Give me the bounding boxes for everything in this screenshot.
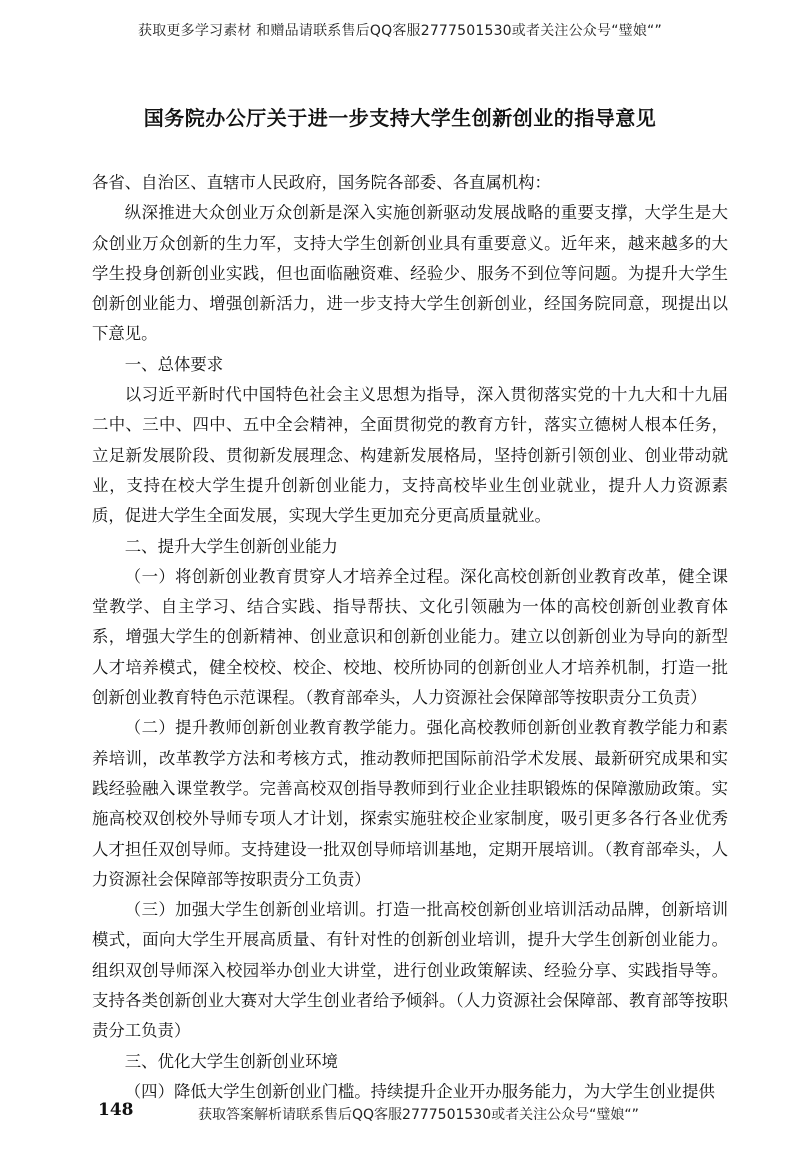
document-body	[92, 168, 728, 1107]
salutation: 各省、自治区、直辖市人民政府，国务院各部委、各直属机构：	[92, 173, 551, 192]
section-heading-1: 一、总体要求	[124, 354, 224, 374]
page-number: 148	[98, 1100, 134, 1120]
document-title: 国务院办公厅关于进一步支持大学生创新创业的指导意见	[143, 106, 657, 130]
page-footer	[0, 1100, 800, 1124]
paragraph-item-1: （一）将创新创业教育贯穿人才培养全过程。深化高校创新创业教育改革，健全课堂教学、自主学习、结合实践、指导帮扶、文化引领融为一体的高校创新创业教育体系，增强大学生的创新精神、创业意识和创新创业能力。建立以创新创业为导向的新型人才培养模式，健全校校、校企、校地、校所协同的创新创业人才培养机制，打造一批创新创业教育特色示范课程。（教育部牵头，人力资源社会保障部等按职责分工负责）	[92, 566, 728, 708]
paragraph-intro: 纵深推进大众创业万众创新是深入实施创新驱动发展战略的重要支撑，大学生是大众创业万众创新的生力军，支持大学生创新创业具有重要意义。近年来，越来越多的大学生投身创新创业实践，但也面临融资难、经验少、服务不到位等问题。为提升大学生创新创业能力、增强创新活力，进一步支持大学生创新创业，经国务院同意，现提出以下意见。	[92, 203, 728, 344]
section-heading-3: 三、优化大学生创新创业环境	[124, 1051, 338, 1071]
section-heading-2: 二、提升大学生创新创业能力	[124, 536, 338, 556]
footer-note: 获取答案解析请联系售后QQ客服2777501530或者关注公众号“璧娘“”	[198, 1107, 639, 1123]
paragraph-item-4: （四）降低大学生创新创业门槛。持续提升企业开办服务能力，为大学生创业提供	[124, 1081, 715, 1101]
paragraph-general-requirements: 以习近平新时代中国特色社会主义思想为指导，深入贯彻落实党的十九大和十九届二中、三中、四中、五中全会精神，全面贯彻党的教育方针，落实立德树人根本任务，立足新发展阶段、贯彻新发展理念、构建新发展格局，坚持创新引领创业、创业带动就业，支持在校大学生提升创新创业能力，支持高校毕业生创业就业，提升人力资源素质，促进大学生全面发展，实现大学生更加充分更高质量就业。	[92, 385, 728, 526]
paragraph-item-3: （三）加强大学生创新创业培训。打造一批高校创新创业培训活动品牌，创新培训模式，面向大学生开展高质量、有针对性的创新创业培训，提升大学生创新创业能力。组织双创导师深入校园举办创业大讲堂，进行创业政策解读、经验分享、实践指导等。支持各类创新创业大赛对大学生创业者给予倾斜。（人力资源社会保障部、教育部等按职责分工负责）	[92, 900, 728, 1041]
paragraph-item-2: （二）提升教师创新创业教育教学能力。强化高校教师创新创业教育教学能力和素养培训，改革教学方法和考核方式，推动教师把国际前沿学术发展、最新研究成果和实践经验融入课堂教学。完善高校双创指导教师到行业企业挂职锻炼的保障激励政策。实施高校双创校外导师专项人才计划，探索实施驻校企业家制度，吸引更多各行各业优秀人才担任双创导师。支持建设一批双创导师培训基地，定期开展培训。（教育部牵头，人力资源社会保障部等按职责分工负责）	[92, 718, 728, 889]
header-note: 获取更多学习素材 和赠品请联系售后QQ客服2777501530或者关注公众号“璧娘“”	[138, 23, 662, 39]
